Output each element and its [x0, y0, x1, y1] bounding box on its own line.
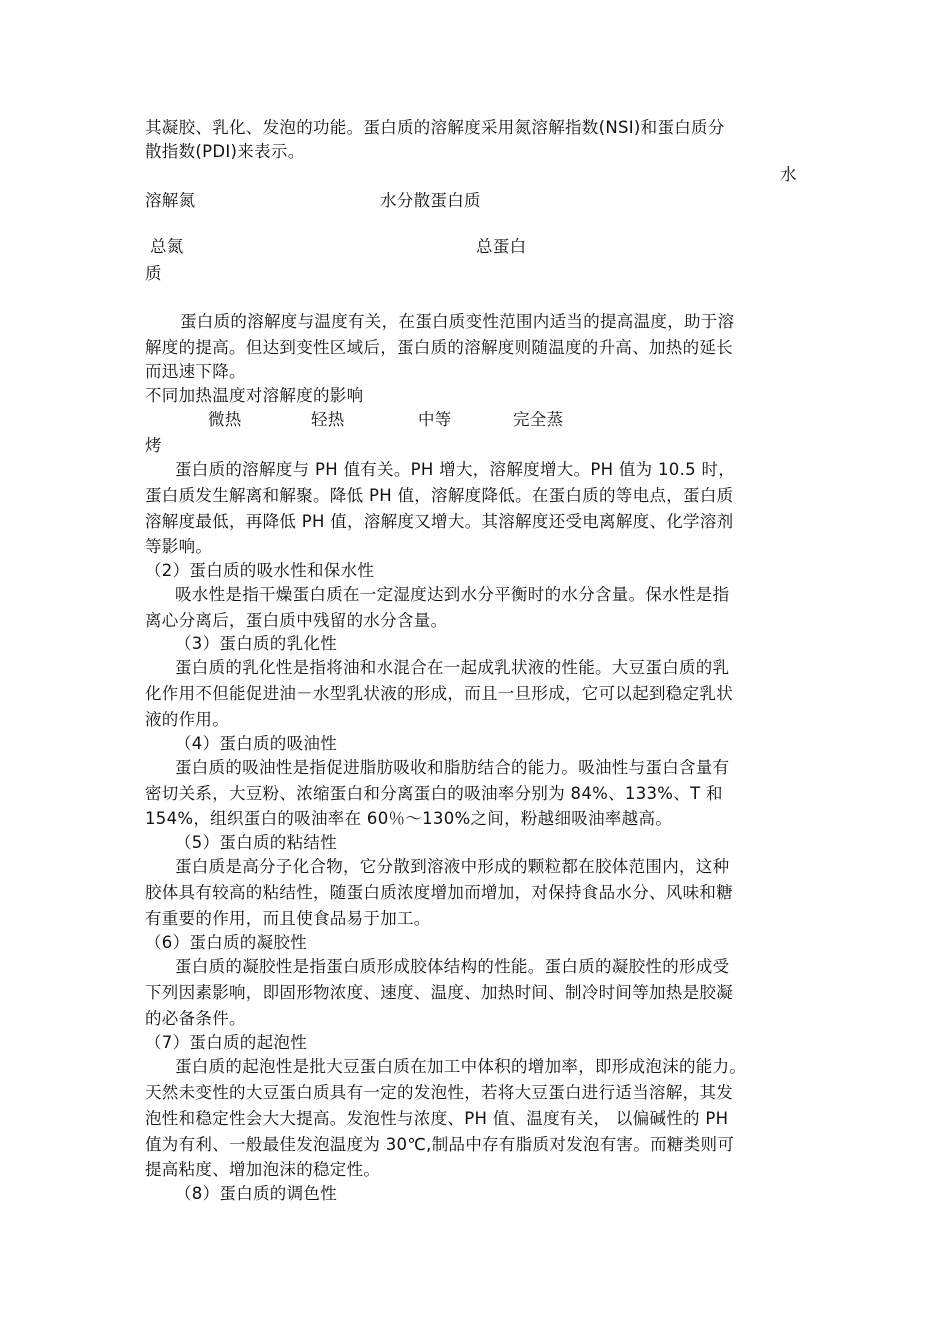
text-line: 溶解氮 [145, 191, 196, 210]
text-line: 而迅速下降。 [145, 362, 246, 381]
heading: （5）蛋白质的粘结性 [175, 833, 337, 852]
text-line: 有重要的作用，而且使食品易于加工。 [145, 909, 431, 928]
text-line: 天然未变性的大豆蛋白质具有一定的发泡性，若将大豆蛋白进行适当溶解，其发 [145, 1083, 733, 1102]
text-line: 微热 [208, 410, 242, 429]
text-line: 散指数(PDI)来表示。 [145, 142, 305, 161]
heading: （7）蛋白质的起泡性 [145, 1033, 307, 1052]
text-line: 其凝胶、乳化、发泡的功能。蛋白质的溶解度采用氮溶解指数(NSI)和蛋白质分 [145, 118, 725, 137]
text-line: 蛋白质的乳化性是指将油和水混合在一起成乳状液的性能。大豆蛋白质的乳 [175, 658, 730, 677]
text-line: 吸水性是指干燥蛋白质在一定湿度达到水分平衡时的水分含量。保水性是指 [175, 585, 730, 604]
text-line: 等影响。 [145, 537, 213, 556]
text-line: 提高粘度、增加泡沫的稳定性。 [145, 1160, 381, 1179]
text-line: 不同加热温度对溶解度的影响 [145, 386, 364, 405]
text-line: 密切关系，大豆粉、浓缩蛋白和分离蛋白的吸油率分别为 84%、133%、T 和 [145, 784, 723, 803]
text-line: 蛋白质发生解离和解聚。降低 PH 值，溶解度降低。在蛋白质的等电点，蛋白质 [145, 486, 734, 505]
text-line: 总氮 [150, 237, 184, 256]
text-line: 完全蒸 [513, 410, 564, 429]
text-line: 化作用不但能促进油－水型乳状液的形成，而且一旦形成，它可以起到稳定乳状 [145, 684, 733, 703]
text-line: 轻热 [311, 410, 345, 429]
text-line: 蛋白质是高分子化合物，它分散到溶液中形成的颗粒都在胶体范围内，这种 [175, 857, 730, 876]
heading: （3）蛋白质的乳化性 [175, 634, 337, 653]
text-line: 泡性和稳定性会大大提高。发泡性与浓度、PH 值、温度有关， 以偏碱性的 PH [145, 1109, 729, 1128]
text-line: 蛋白质的吸油性是指促进脂肪吸收和脂肪结合的能力。吸油性与蛋白含量有 [175, 758, 730, 777]
heading: （2）蛋白质的吸水性和保水性 [145, 561, 375, 580]
text-line: 蛋白质的凝胶性是指蛋白质形成胶体结构的性能。蛋白质的凝胶性的形成受 [175, 957, 730, 976]
text-line: 质 [145, 264, 162, 283]
text-line: 烤 [145, 436, 162, 455]
text-line: 液的作用。 [145, 710, 229, 729]
text-line: 离心分离后，蛋白质中残留的水分含量。 [145, 611, 448, 630]
text-line: 水分散蛋白质 [380, 191, 481, 210]
text-line: 下列因素影响，即固形物浓度、速度、温度、加热时间、制冷时间等加热是胶凝 [145, 983, 733, 1002]
text-line: 溶解度最低，再降低 PH 值，溶解度又增大。其溶解度还受电离解度、化学溶剂 [145, 512, 734, 531]
text-line: 蛋白质的溶解度与 PH 值有关。PH 增大，溶解度增大。PH 值为 10.5 时， [175, 460, 736, 479]
heading: （6）蛋白质的凝胶性 [145, 933, 307, 952]
text-line: 胶体具有较高的粘结性，随蛋白质浓度增加而增加，对保持食品水分、风味和糖 [145, 883, 733, 902]
text-line: 154%，组织蛋白的吸油率在 60％～130%之间，粉越细吸油率越高。 [145, 809, 673, 828]
text-line: 中等 [418, 410, 452, 429]
text-line: 解度的提高。但达到变性区域后，蛋白质的溶解度则随温度的升高、加热的延长 [145, 338, 733, 357]
text-line: 总蛋白 [476, 237, 527, 256]
heading: （4）蛋白质的吸油性 [175, 734, 337, 753]
text-line: 的必备条件。 [145, 1009, 246, 1028]
heading: （8）蛋白质的调色性 [175, 1184, 337, 1203]
text-line: 水 [780, 165, 797, 184]
text-line: 值为有利、一般最佳发泡温度为 30℃,制品中存有脂质对发泡有害。而糖类则可 [145, 1135, 735, 1154]
text-line: 蛋白质的溶解度与温度有关，在蛋白质变性范围内适当的提高温度，助于溶 [180, 312, 735, 331]
text-line: 蛋白质的起泡性是批大豆蛋白质在加工中体积的增加率，即形成泡沫的能力。 [175, 1057, 747, 1076]
